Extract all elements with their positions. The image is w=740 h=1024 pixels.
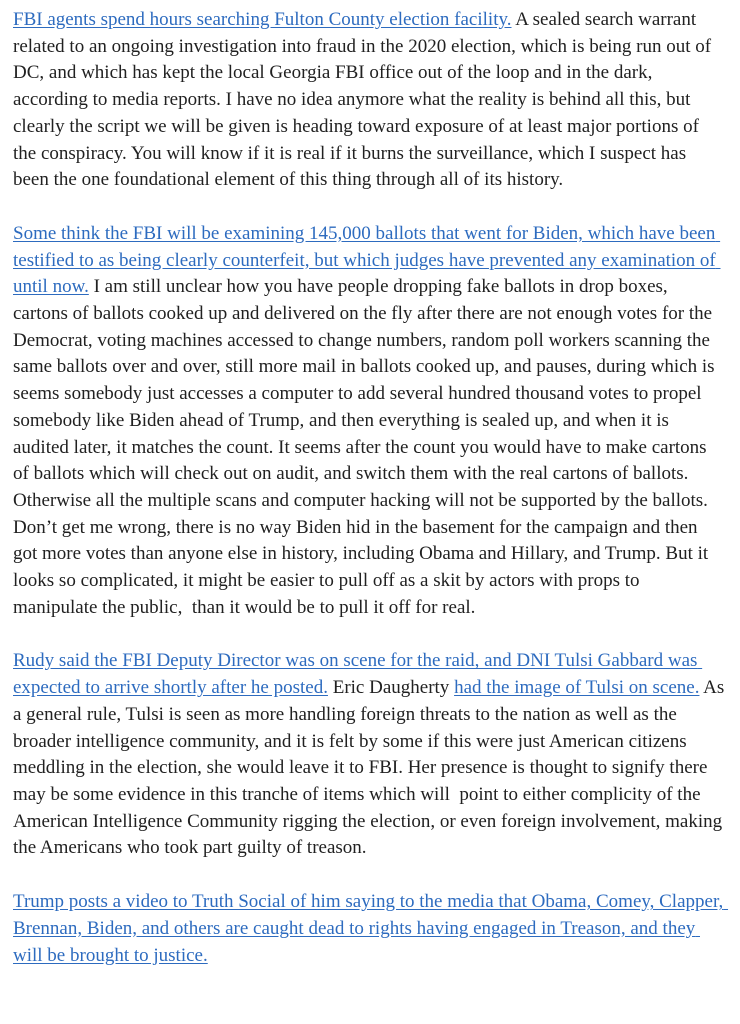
article-link-2-1[interactable]: Some think the FBI will be examining 145,000 ballots that went for Biden, which have been testified to as being clearly counterfeit, but which judges have prevented any examination of until now. bbox=[13, 222, 721, 298]
paragraph-1 bbox=[13, 7, 726, 194]
paragraph-3 bbox=[13, 648, 730, 862]
paragraph-text: As a general rule, Tulsi is seen as more handling foreign threats to the nation as well as the broader intelligence community, and it is felt by some if this were just American citizens meddling in the election, she would leave it to FBI. Her presence is thought to signify there may be some evidence in this tranche of items which will point to either complicity of the American Intelligence Community rigging the election, or even foreign involvement, making the Americans who took part guilty of treason. bbox=[13, 677, 730, 859]
paragraph-text: Eric Daugherty bbox=[327, 677, 455, 699]
article-link-3-3[interactable]: had the image of Tulsi on scene. bbox=[454, 677, 700, 699]
article-link-3-1[interactable]: Rudy said the FBI Deputy Director was on scene for the raid, and DNI Tulsi Gabbard was expected to arrive shortly after he posted. bbox=[13, 650, 703, 699]
article-link-1-1[interactable]: FBI agents spend hours searching Fulton County election facility. bbox=[13, 9, 512, 30]
paragraph-4 bbox=[13, 889, 729, 969]
paragraph-text: I am still unclear how you have people dropping fake ballots in drop boxes, cartons of ballots cooked up and delivered on the fly after there are not enough votes for the Democrat, voting machines accessed to change numbers, random poll workers scanning the same ballots over and over, still more mail in ballots cooked up, and pauses, during which is seems somebody just accesses a computer to add several hundred thousand votes to propel somebody like Biden ahead of Trump, and then everything is sealed up, and when it is audited later, it matches the count. It seems after the count you would have to make cartons of ballots which will check out on audit, and switch them with the real cartons of ballots. Otherwise all the multiple scans and computer hacking will not be supported by the ballots. Don’t get me wrong, there is no way Biden hid in the basement for the campaign and then got more votes than anyone else in history, including Obama and Hillary, and Trump. But it looks so complicated, it might be easier to pull off as a skit by actors with props to manipulate the public, than it would be to pull it off for real. bbox=[13, 276, 720, 618]
article-link-4-1[interactable]: Trump posts a video to Truth Social of him saying to the media that Obama, Comey, Clapper, Brennan, Biden, and others are caught dead to rights having engaged in Treason, and they will be brought to justice. bbox=[13, 891, 729, 966]
paragraph-2 bbox=[13, 221, 726, 622]
paragraph-text: A sealed search warrant related to an ongoing investigation into fraud in the 2020 election, which is being run out of DC, and which has kept the local Georgia FBI office out of the loop and in the dark, according to media reports. I have no idea anymore what the reality is behind all this, but clearly the script we will be given is heading toward exposure of at least major portions of the conspiracy. You will know if it is real if it burns the surveillance, which I suspect has been the one foundational element of this thing through all of its history. bbox=[13, 9, 716, 191]
